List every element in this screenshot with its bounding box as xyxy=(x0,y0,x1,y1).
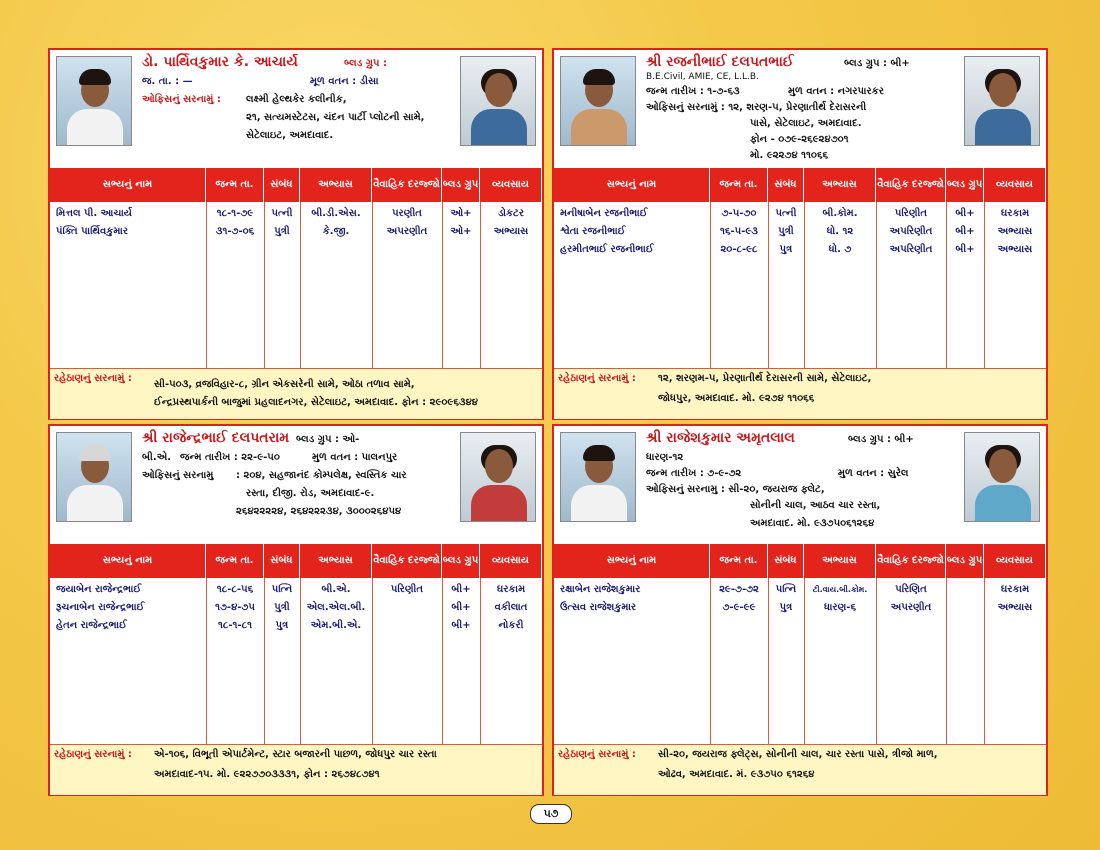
cell-relation: પત્ની xyxy=(775,208,797,219)
office-line-1: ઓફિસનું સરનામું : ૧૨, શરણ-૫, પ્રેરણાતીર્થ દેરાસરની xyxy=(646,102,867,113)
office-line-3: સેટેલાઇટ, અમદાવાદ. xyxy=(246,130,334,141)
col-header-education: અભ્યાસ xyxy=(804,168,876,202)
wife-photo xyxy=(964,56,1040,146)
cell-blood: બી+ xyxy=(955,244,975,255)
cell-relation: પુત્રી xyxy=(274,602,290,613)
cell-name: જયાબેન રાજેન્દ્રભાઈ xyxy=(56,584,142,595)
birth-date: જ. તા. : — xyxy=(142,76,193,87)
cell-occupation: ઘરકામ xyxy=(496,584,526,595)
col-header-education: અભ્યાસ xyxy=(300,168,372,202)
cell-occupation: ઘરકામ xyxy=(1000,584,1030,595)
cell-blood: બી+ xyxy=(955,208,975,219)
birth-date: જન્મ તારીખ : ૨૨-૯-૫૦ xyxy=(180,452,280,463)
cell-dob: ૧૬-૫-૯૩ xyxy=(720,226,758,237)
cell-name: મનીષાબેન રજનીભાઈ xyxy=(560,208,648,219)
col-header-relation: સંબંધ xyxy=(264,544,300,578)
husband-photo xyxy=(560,56,636,146)
husband-photo xyxy=(56,432,132,522)
cell-marital: પરણીત xyxy=(392,208,422,219)
page-number: ૫૭ xyxy=(530,804,572,824)
cell-relation: પુત્રી xyxy=(778,226,794,237)
residence-address xyxy=(554,368,1046,419)
residence-address xyxy=(554,744,1046,795)
wife-photo xyxy=(964,432,1040,522)
cell-blood: બી+ xyxy=(451,584,471,595)
cell-dob: ૧૮-૧-૭૯ xyxy=(216,208,254,219)
cell-education: એલ.એલ.બી. xyxy=(306,602,366,613)
cell-dob: ૭-૯-૯૯ xyxy=(722,602,756,613)
blood-group: બ્લડ ગ્રુપ : બી+ xyxy=(844,58,910,69)
col-header-name: સભ્યનું નામ xyxy=(50,168,206,202)
cell-marital: પરિણીત xyxy=(390,584,424,595)
cell-name: પંક્તિ પાર્થિવકુમાર xyxy=(56,226,129,237)
member-name: શ્રી રાજેન્દ્રભાઈ દલપતરામ xyxy=(142,430,290,446)
col-header-blood: બ્લડ ગ્રુપ xyxy=(946,168,984,202)
cell-blood: ઓ+ xyxy=(450,226,472,237)
card-header xyxy=(554,426,1046,544)
col-header-occupation: વ્યવસાય xyxy=(984,544,1046,578)
cell-education: બી.એ. xyxy=(321,584,351,595)
cell-blood: બી+ xyxy=(451,602,471,613)
col-header-dob: જન્મ તા. xyxy=(206,168,264,202)
family-table xyxy=(554,544,1046,744)
cell-name: રૂચનાબેન રાજેન્દ્રભાઈ xyxy=(56,602,145,613)
cell-education: બી.કોમ. xyxy=(822,208,858,219)
col-header-occupation: વ્યવસાય xyxy=(480,544,542,578)
residence-line-1: સી-૨૦, જયરાજ ફ્લેટ્સ, સોનીની ચાલ, ચાર રસ્તા પાસે, ત્રીજો માળ, xyxy=(658,749,938,760)
office-line-1: લક્ષ્મી હેલ્થકેર કલીનીક, xyxy=(246,94,347,105)
cell-blood: બી+ xyxy=(955,226,975,237)
office-phone: ફોન - ૦૭૯-૨૬૯૨૪૭૦૧ xyxy=(750,134,849,145)
col-header-dob: જન્મ તા. xyxy=(206,544,264,578)
card-header xyxy=(50,426,542,544)
residence-line-2: અમદાવાદ-૧૫. મો. ૯૨૨૭૭૦૩૩૩૧, ફોન : ૨૬૭૪૮૭૪૧ xyxy=(154,769,380,780)
cell-dob: ૧૮-૧-૮૧ xyxy=(217,620,252,631)
cell-education: ધો. ૭ xyxy=(828,244,852,255)
member-card-4 xyxy=(552,424,1048,796)
cell-relation: પુત્રી xyxy=(274,226,290,237)
native-place: મુળ વતન : પાલનપુર xyxy=(312,452,398,463)
cell-name: હેતન રાજેન્દ્રભાઈ xyxy=(56,620,127,631)
cell-relation: પુત્ર xyxy=(779,602,793,613)
cell-education: ધારણ-૬ xyxy=(823,602,857,613)
card-header xyxy=(50,50,542,168)
col-header-name: સભ્યનું નામ xyxy=(554,168,710,202)
cell-dob: ૨૦-૮-૯૮ xyxy=(720,244,758,255)
office-line-1: ઓફિસનું સરનામુ : સી-૨૦, જયરાજ ફ્લેટ, xyxy=(646,484,825,495)
cell-name: શ્વેતા રજનીભાઈ xyxy=(560,226,626,237)
col-header-education: અભ્યાસ xyxy=(804,544,876,578)
cell-dob: ૨૯-૭-૭૨ xyxy=(719,584,759,595)
cell-occupation: અભ્યાસ xyxy=(997,602,1033,613)
cell-blood: ઓ+ xyxy=(450,208,472,219)
family-table xyxy=(50,168,542,368)
cell-occupation: અભ્યાસ xyxy=(997,244,1033,255)
qualification: ધારણ-૧૨ xyxy=(646,452,684,463)
residence-line-2: ઈન્દ્રપ્રસ્થપાર્કની બાજુમાં પ્રહલાદનગર, સેટેલાઇટ, અમદાવાદ. ફોન : ૨૯૦૯૬૩૪૪ xyxy=(154,397,478,408)
cell-name: રક્ષાબેન રાજેશકુમાર xyxy=(560,584,641,595)
cell-name: ઉત્સવ રાજેશકુમાર xyxy=(560,602,637,613)
native-place: મુળ વતન : નગરપારકર xyxy=(788,86,884,97)
office-label: ઓફિસનું સરનામું : xyxy=(142,94,221,105)
col-header-occupation: વ્યવસાય xyxy=(984,168,1046,202)
cell-marital: અપરિણીત xyxy=(889,244,933,255)
wife-photo xyxy=(460,56,536,146)
residence-label: રહેઠાણનું સરનામું : xyxy=(558,373,636,384)
col-header-name: સભ્યનું નામ xyxy=(554,544,710,578)
cell-relation: પત્નિ xyxy=(271,584,293,595)
cell-education: એમ.બી.એ. xyxy=(310,620,362,631)
office-mobile: મો. ૯૨૨૭૪ ૧૧૦૬૬ xyxy=(750,150,829,161)
col-header-relation: સંબંધ xyxy=(768,544,804,578)
cell-name: મિત્તલ પી. આચાર્ય xyxy=(56,208,132,219)
office-line-2: પાસે, સેટેલાઇટ, અમદાવાદ. xyxy=(750,118,862,129)
office-line-3: અમદાવાદ. મો. ૯૩૭૫૦૬૧૨૬૪ xyxy=(750,518,875,529)
cell-occupation: ઘરકામ xyxy=(1000,208,1030,219)
office-line-2: ૨૧, સત્યમસ્ટેટસ, ચંદન પાર્ટી પ્લોટની સામે, xyxy=(246,112,425,123)
col-header-blood: બ્લડ ગ્રુપ xyxy=(946,544,984,578)
birth-date: જન્મ તારીખ : ૭-૯-૭૨ xyxy=(646,468,742,479)
residence-address xyxy=(50,744,542,795)
member-name: ડો. પાર્થિવકુમાર કે. આચાર્ય xyxy=(142,54,298,70)
cell-marital: પરિણિત xyxy=(895,584,927,595)
residence-line-2: ઓઢવ, અમદાવાદ. મં. ૯૩૭૫૦ ૬૧૨૬૪ xyxy=(658,769,815,780)
cell-marital: અપરિણીત xyxy=(889,226,933,237)
col-header-relation: સંબંધ xyxy=(768,168,804,202)
col-header-name: સભ્યનું નામ xyxy=(50,544,206,578)
office-phones: ૨૬૪૨૨૨૨૪, ૨૬૪૨૨૨૩૪, ૩૦૦૦૨૬૪૫૪ xyxy=(236,506,402,517)
col-header-blood: બ્લડ ગ્રુપ xyxy=(442,168,480,202)
cell-occupation: અભ્યાસ xyxy=(997,226,1033,237)
residence-line-1: ૧૨, શરણમ-૫, પ્રેરણાતીર્થ દેરાસરની સામે, સેટેલાઇટ, xyxy=(658,373,872,384)
residence-label: રહેઠાણનું સરનામું : xyxy=(54,373,132,384)
cell-relation: પત્ની xyxy=(271,208,293,219)
cell-occupation: વકીલાત xyxy=(494,602,528,613)
husband-photo xyxy=(560,432,636,522)
member-card-2 xyxy=(552,48,1048,420)
blood-group: બ્લડ ગ્રુપ : બી+ xyxy=(848,434,914,445)
residence-address xyxy=(50,368,542,419)
cell-name: હરમીતભાઈ રજનીભાઈ xyxy=(560,244,654,255)
family-table xyxy=(50,544,542,744)
cell-blood: બી+ xyxy=(451,620,471,631)
cell-dob: ૧૮-૮-૫૬ xyxy=(216,584,254,595)
member-name: શ્રી રજનીભાઈ દલપતભાઈ xyxy=(646,54,794,70)
cell-occupation: ડોકટર xyxy=(497,208,525,219)
member-name: શ્રી રાજેશકુમાર અમૃતલાલ xyxy=(646,430,795,446)
wife-photo xyxy=(460,432,536,522)
col-header-dob: જન્મ તા. xyxy=(710,168,768,202)
residence-line-1: સી-૫૦૩, વ્રજવિહાર-૮, ગ્રીન એકસરેની સામે, ઓઠા તળાવ સામે, xyxy=(154,379,415,390)
husband-photo xyxy=(56,56,132,146)
col-header-occupation: વ્યવસાય xyxy=(480,168,542,202)
col-header-marital: વૈવાહિક દરજ્જો xyxy=(876,168,946,202)
cell-dob: ૧૭-૪-૭૫ xyxy=(215,602,255,613)
cell-marital: અપરણીત xyxy=(386,226,428,237)
residence-label: રહેઠાણનું સરનામું : xyxy=(54,749,132,760)
native-place: મુળ વતન : સુરેલ xyxy=(838,468,909,479)
col-header-marital: વૈવાહિક દરજ્જો xyxy=(372,168,442,202)
card-header xyxy=(554,50,1046,168)
cell-occupation: અભ્યાસ xyxy=(493,226,529,237)
qualification: બી.એ. xyxy=(142,452,172,463)
residence-label: રહેઠાણનું સરનામું : xyxy=(558,749,636,760)
cell-occupation: નોકરી xyxy=(498,620,524,631)
cell-marital: પરિણીત xyxy=(894,208,928,219)
member-card-3 xyxy=(48,424,544,796)
cell-relation: પત્નિ xyxy=(775,584,797,595)
office-label: ઓફિસનું સરનામુ xyxy=(142,470,214,481)
cell-education: કે.જી. xyxy=(322,226,350,237)
col-header-blood: બ્લડ ગ્રુપ xyxy=(442,544,480,578)
blood-group: બ્લડ ગ્રુપ : ઓ- xyxy=(296,434,360,445)
col-header-education: અભ્યાસ xyxy=(300,544,372,578)
cell-education: ટી.વાય.બી.કોમ. xyxy=(812,585,868,594)
qualification: B.E.Civil, AMIE, CE, L.L.B. xyxy=(646,72,759,82)
col-header-relation: સંબંધ xyxy=(264,168,300,202)
cell-relation: પુત્ર xyxy=(275,620,289,631)
cell-education: બી.ડી.એસ. xyxy=(311,208,361,219)
residence-line-1: એ-૧૦૬, વિભૂતી એપાર્ટમેન્ટ, સ્ટાર બજારની પાછળ, જોધપુર ચાર રસ્તા xyxy=(154,749,437,760)
native-place: મૂળ વતન : ડીસા xyxy=(310,76,379,87)
birth-date: જન્મ તારીખ : ૧-૭-૬૩ xyxy=(646,86,740,97)
col-header-dob: જન્મ તા. xyxy=(710,544,768,578)
col-header-marital: વૈવાહિક દરજ્જો xyxy=(876,544,946,578)
blood-group: બ્લડ ગ્રુપ : xyxy=(344,58,387,69)
residence-line-2: જોધપુર, અમદાવાદ. મો. ૯૨૭૪ ૧૧૦૬૬ xyxy=(658,393,815,404)
cell-dob: ૩૧-૭-૦૬ xyxy=(215,226,255,237)
office-line-1: : ૨૦૪, સહજાનંદ કોમ્પલેક્ષ, સ્વસ્તિક ચાર xyxy=(236,470,407,481)
cell-dob: ૭-૫-૭૦ xyxy=(721,208,757,219)
family-table xyxy=(554,168,1046,368)
office-line-2: રસ્તા, દીજી. રોડ, અમદાવાદ-૯. xyxy=(246,488,375,499)
member-card-1 xyxy=(48,48,544,420)
cell-relation: પુત્ર xyxy=(779,244,793,255)
col-header-marital: વૈવાહિક દરજ્જો xyxy=(372,544,442,578)
office-line-2: સોનીની ચાલ, આઠવ ચાર રસ્તા, xyxy=(750,500,881,511)
cell-marital: અપરણીત xyxy=(890,602,932,613)
cell-education: ધો. ૧૨ xyxy=(826,226,854,237)
